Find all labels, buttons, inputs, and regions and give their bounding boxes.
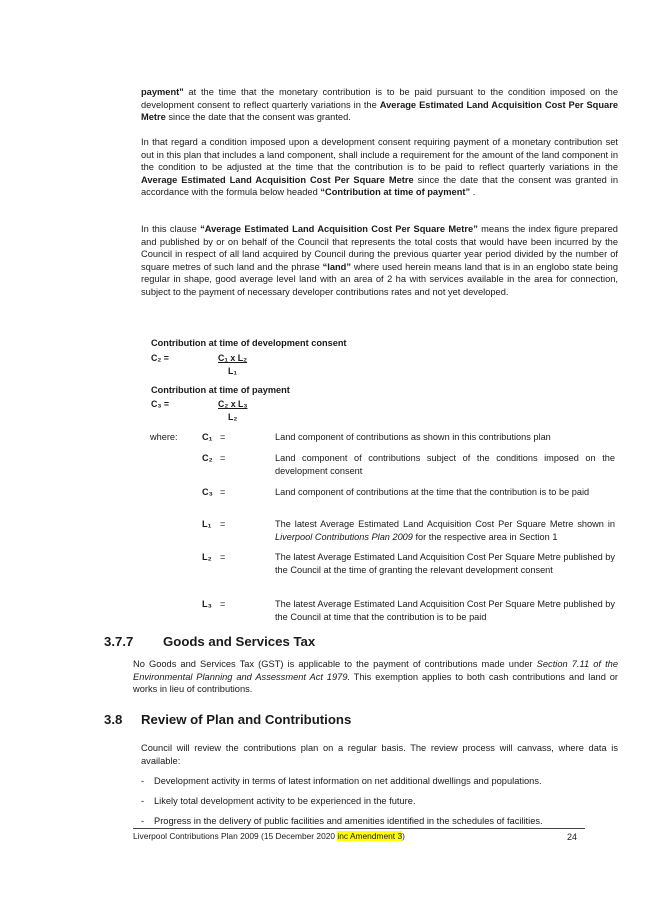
definition-symbol: C₃ bbox=[202, 487, 213, 497]
definition-text: The latest Average Estimated Land Acquisition Cost Per Square Metre published by the Council at time that the contribution is to be paid bbox=[275, 599, 615, 622]
definition-equals: = bbox=[220, 552, 226, 562]
paragraph-text: where used herein means land that is in an englobo state being regular in shape, good average level land with an area of 2 ha with services available in the area for connection, subject to the payment of necessary developer contributions rates and not yet developed. bbox=[141, 261, 618, 297]
formula-title-payment: Contribution at time of payment bbox=[151, 385, 290, 395]
definition-equals: = bbox=[220, 432, 226, 442]
bold-term: “land” bbox=[322, 261, 352, 272]
definition-symbol: L₂ bbox=[202, 552, 212, 562]
paragraph-text: means the index figure prepared and published by or on behalf of the Council that represents the total costs that would have been incurred by the Council in respect of all land acquired by Council during the previous quarter year period divided by the number of square metres of such land and the phrase bbox=[141, 224, 618, 272]
formula-title-consent: Contribution at time of development consent bbox=[151, 338, 347, 348]
definition-text: Land component of contributions at the time that the contribution is to be paid bbox=[275, 487, 590, 497]
footer-divider bbox=[133, 828, 585, 829]
page-number: 24 bbox=[567, 832, 578, 842]
definition-text: Land component of contributions subject of the conditions imposed on the development consent bbox=[275, 453, 615, 476]
list-item-text: Likely total development activity to be experienced in the future. bbox=[154, 796, 416, 806]
definition-equals: = bbox=[220, 599, 226, 609]
bullet-dash: - bbox=[141, 816, 145, 826]
bullet-dash: - bbox=[141, 796, 145, 806]
definition-text bbox=[275, 518, 615, 543]
list-item-text: Progress in the delivery of public facilities and amenities identified in the schedules of facilities. bbox=[154, 816, 543, 826]
definition-text: Land component of contributions as shown in this contributions plan bbox=[275, 432, 551, 442]
definition-symbol: L₁ bbox=[202, 519, 212, 529]
bold-term: Average Estimated Land Acquisition Cost Per Square Metre bbox=[141, 99, 618, 123]
definition-symbol: L₃ bbox=[202, 599, 212, 609]
where-label: where: bbox=[150, 432, 178, 442]
paragraph-text: . bbox=[470, 187, 476, 198]
footer-highlight: inc Amendment 3 bbox=[337, 831, 403, 841]
paragraph-text: In that regard a condition imposed upon a development consent requiring payment of a monetary contribution set out in this plan that includes a land component, shall include a requirement for the amount of the land component in the condition to be adjusted at the time that the contribution is to be paid to reflect quarterly variations in the bbox=[141, 137, 618, 173]
formula-denominator: L₁ bbox=[228, 366, 238, 376]
paragraph-text: since the date that the consent was granted in accordance with the formula below headed bbox=[141, 174, 618, 198]
paragraph-text: No Goods and Services Tax (GST) is applicable to the payment of contributions made under bbox=[133, 659, 537, 669]
paragraph-review-intro: Council will review the contributions plan on a regular basis. The review process will canvass, where data is available: bbox=[141, 743, 618, 766]
heading-number: 3.7.7 bbox=[104, 634, 134, 649]
paragraph-text: at the time that the monetary contribution is to be paid pursuant to the condition imposed on the development consent to reflect quarterly variations in the bbox=[141, 87, 618, 110]
paragraph-condition bbox=[141, 136, 618, 199]
list-item-text: Development activity in terms of latest information on net additional dwellings and populations. bbox=[154, 776, 542, 786]
heading-title: Review of Plan and Contributions bbox=[141, 712, 352, 727]
footer-close-paren: ) bbox=[402, 831, 405, 841]
definition-symbol: C₂ bbox=[202, 453, 213, 463]
definition-symbol: C₁ bbox=[202, 432, 213, 442]
paragraph-definition bbox=[141, 223, 618, 299]
footer-title: Liverpool Contributions Plan 2009 (15 December 2020 bbox=[133, 831, 338, 841]
formula-lhs: C₂ = bbox=[151, 353, 169, 363]
formula-numerator: C₂ x L₃ bbox=[218, 399, 248, 409]
bold-term: “Contribution at time of payment” bbox=[320, 187, 471, 198]
bullet-dash: - bbox=[141, 776, 145, 786]
bold-term: payment" bbox=[141, 87, 184, 97]
definition-text-part: The latest Average Estimated Land Acquisition Cost Per Square Metre shown in bbox=[275, 519, 615, 529]
heading-number: 3.8 bbox=[104, 712, 123, 727]
heading-title: Goods and Services Tax bbox=[163, 634, 316, 649]
italic-reference: Section 7.11 of the Environmental Planning and Assessment Act 1979. bbox=[133, 659, 619, 682]
formula-numerator: C₁ x L₂ bbox=[218, 353, 248, 363]
definition-equals: = bbox=[220, 519, 226, 529]
paragraph-payment-continued bbox=[141, 86, 618, 124]
footer-text bbox=[133, 831, 405, 841]
formula-denominator: L₂ bbox=[228, 412, 238, 422]
paragraph-text: This exemption applies to both cash contributions and land or works in lieu of contributions. bbox=[133, 671, 618, 695]
paragraph-text: In this clause bbox=[141, 224, 201, 234]
bold-term: “Average Estimated Land Acquisition Cost Per Square Metre” bbox=[200, 224, 478, 234]
bold-term: Average Estimated Land Acquisition Cost Per Square Metre bbox=[141, 174, 414, 185]
paragraph-text: since the date that the consent was granted. bbox=[165, 112, 351, 123]
definition-text-part: for the respective area in Section 1 bbox=[412, 531, 558, 542]
definition-text: The latest Average Estimated Land Acquisition Cost Per Square Metre published by the Council at the time of granting the relevant development consent bbox=[275, 552, 615, 575]
formula-lhs: C₃ = bbox=[151, 399, 170, 409]
definition-equals: = bbox=[220, 453, 226, 463]
definition-text-italic: Liverpool Contributions Plan 2009 bbox=[275, 531, 413, 542]
definition-equals: = bbox=[220, 487, 226, 497]
paragraph-gst bbox=[133, 658, 618, 696]
